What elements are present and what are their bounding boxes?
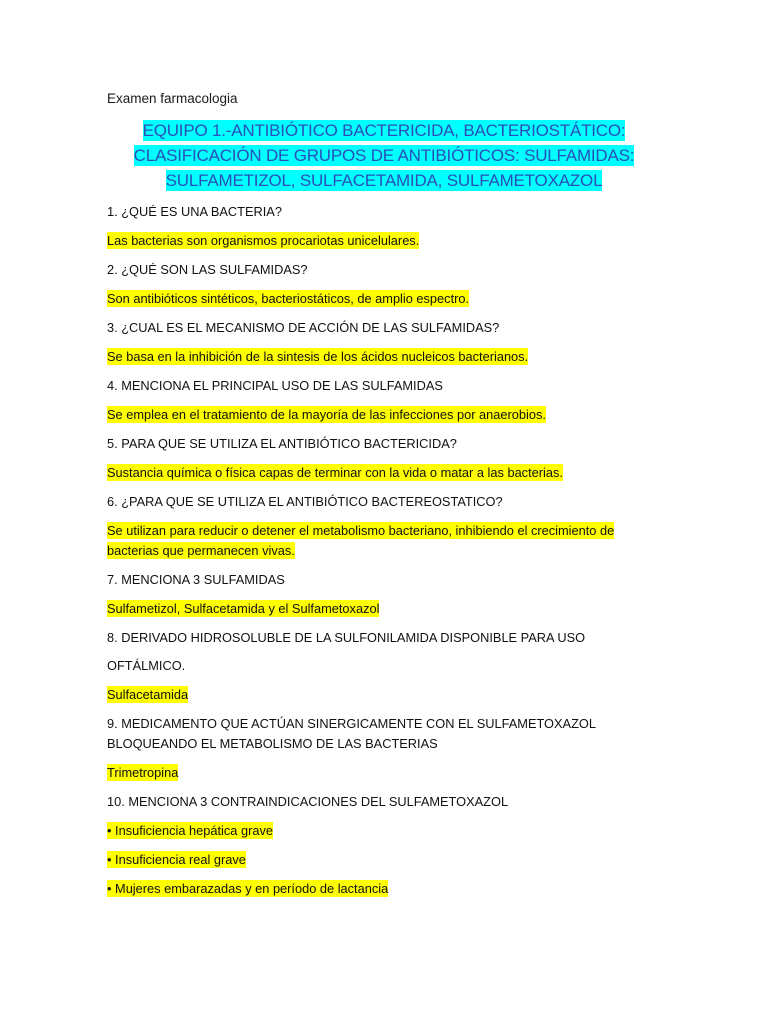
section-heading	[96, 118, 672, 193]
question-7: 7. MENCIONA 3 SULFAMIDAS	[107, 572, 285, 587]
answer-1	[107, 231, 667, 251]
answer-5-text: Sustancia química o física capas de terminar con la vida o matar a las bacterias.	[107, 465, 563, 480]
answer-10-bullet-3	[107, 879, 667, 899]
question-8: 8. DERIVADO HIDROSOLUBLE DE LA SULFONILAMIDA DISPONIBLE PARA USO	[107, 630, 586, 645]
answer-6	[107, 521, 627, 561]
question-2: 2. ¿QUÉ SON LAS SULFAMIDAS?	[107, 262, 308, 277]
question-5: 5. PARA QUE SE UTILIZA EL ANTIBIÓTICO BACTERICIDA?	[107, 436, 457, 451]
answer-10-bullet-1	[107, 821, 667, 841]
answer-2-text: Son antibióticos sintéticos, bacteriostáticos, de amplio espectro.	[107, 291, 470, 306]
answer-4	[107, 405, 667, 425]
answer-2	[107, 289, 667, 309]
question-10: 10. MENCIONA 3 CONTRAINDICACIONES DEL SULFAMETOXAZOL	[107, 794, 509, 809]
question-6: 6. ¿PARA QUE SE UTILIZA EL ANTIBIÓTICO BACTEREOSTATICO?	[107, 494, 503, 509]
answer-4-text: Se emplea en el tratamiento de la mayoría de las infecciones por anaerobios.	[107, 407, 546, 422]
question-9: 9. MEDICAMENTO QUE ACTÚAN SINERGICAMENTE CON EL SULFAMETOXAZOL BLOQUEANDO EL METABOLISMO DE LAS BACTERIAS	[107, 716, 596, 751]
answer-10-bullet-2	[107, 850, 667, 870]
answer-10-bullet-1-text: • Insuficiencia hepática grave	[107, 823, 273, 838]
answer-7-text: Sulfametizol, Sulfacetamida y el Sulfametoxazol	[107, 601, 380, 616]
answer-7	[107, 599, 667, 619]
answer-3-text: Se basa en la inhibición de la sintesis de los ácidos nucleicos bacterianos.	[107, 349, 529, 364]
answer-1-text: Las bacterias son organismos procariotas unicelulares.	[107, 233, 420, 248]
answer-5	[107, 463, 667, 483]
answer-10-bullet-3-text: • Mujeres embarazadas y en período de lactancia	[107, 881, 389, 896]
section-heading-text: EQUIPO 1.-ANTIBIÓTICO BACTERICIDA, BACTERIOSTÁTICO: CLASIFICACIÓN DE GRUPOS DE ANTIBIÓTICOS: SULFAMIDAS: SULFAMETIZOL, SULFACETAMIDA, SULFAMETOXAZOL	[133, 121, 635, 190]
question-1: 1. ¿QUÉ ES UNA BACTERIA?	[107, 204, 282, 219]
answer-8	[107, 685, 667, 705]
answer-3	[107, 347, 667, 367]
answer-9	[107, 763, 667, 783]
question-4: 4. MENCIONA EL PRINCIPAL USO DE LAS SULFAMIDAS	[107, 378, 443, 393]
document-title: Examen farmacologia	[107, 91, 238, 106]
answer-6-text: Se utilizan para reducir o detener el metabolismo bacteriano, inhibiendo el crecimiento de bacterias que permanecen vivas.	[107, 523, 615, 558]
answer-9-text: Trimetropina	[107, 765, 179, 780]
answer-8-text: Sulfacetamida	[107, 687, 189, 702]
answer-10-bullet-2-text: • Insuficiencia real grave	[107, 852, 246, 867]
question-8-continued: OFTÁLMICO.	[107, 658, 186, 673]
question-3: 3. ¿CUAL ES EL MECANISMO DE ACCIÓN DE LAS SULFAMIDAS?	[107, 320, 500, 335]
